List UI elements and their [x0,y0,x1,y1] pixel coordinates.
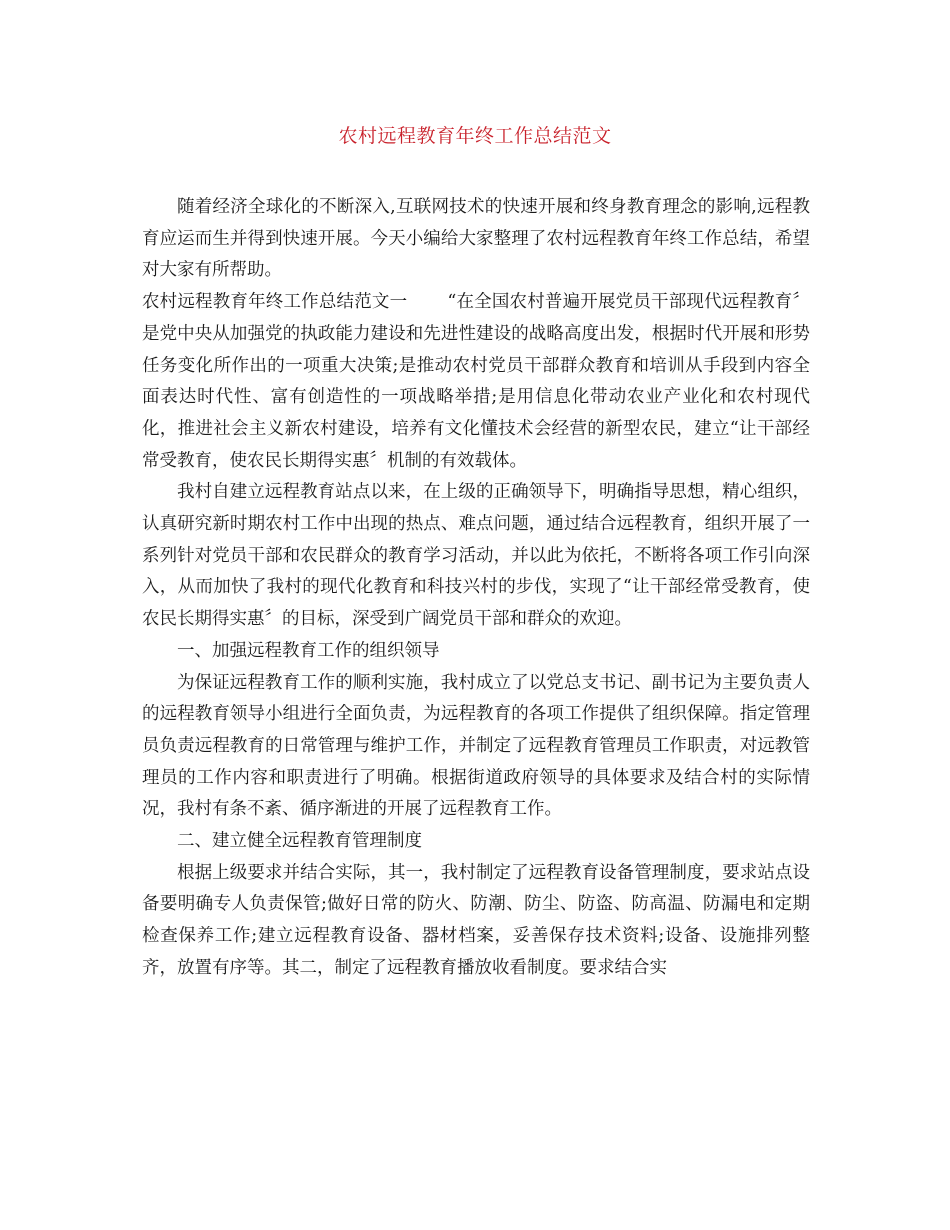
document-body [142,164,810,985]
paragraph-rules: 根据上级要求并结合实际，其一，我村制定了远程教育设备管理制度，要求站点设备要明确专人负责保管;做好日常的防火、防潮、防尘、防盗、防高温、防漏电和定期检查保养工作;建立远程教育设备、器材档案，妥善保存技术资料;设备、设施排列整齐，放置有序等。其二，制定了远程教育播放收看制度。要求结合实 [142,862,810,978]
paragraph-intro: 随着经济全球化的不断深入,互联网技术的快速开展和终身教育理念的影响,远程教育应运而生并得到快速开展。今天小编给大家整理了农村远程教育年终工作总结，希望对大家有所帮助。 [142,197,810,281]
section-heading-1: 一、加强远程教育工作的组织领导 [177,640,440,661]
section-one-text: “在全国农村普遍开展党员干部现代远程教育〞是党中央从加强党的执政能力建设和先进性建设的战略高度出发，根据时代开展和形势任务变化所作出的一项重大决策;是推动农村党员干部群众教育和培训从手段到内容全面表达时代性、富有创造性的一项战略举措;是用信息化带动农业产业化和农村现代化，推进社会主义新农村建设，培养有文化懂技术会经营的新型农民，建立“让干部经常受教育，使农民长期得实惠〞机制的有效载体。 [142,292,810,471]
section-one-lead: 农村远程教育年终工作总结范文一 [142,292,408,313]
section-heading-2: 二、建立健全远程教育管理制度 [177,831,422,852]
paragraph-village: 我村自建立远程教育站点以来，在上级的正确领导下，明确指导思想，精心组织，认真研究新时期农村工作中出现的热点、难点问题，通过结合远程教育，组织开展了一系列针对党员干部和农民群众的教育学习活动，并以此为依托，不断将各项工作引向深入，从而加快了我村的现代化教育和科技兴村的步伐，实现了“让干部经常受教育，使农民长期得实惠〞的目标，深受到广阔党员干部和群众的欢迎。 [142,482,810,630]
document-title: 农村远程教育年终工作总结范文 [338,125,612,147]
paragraph-section-one [142,287,810,477]
paragraph-organization: 为保证远程教育工作的顺利实施，我村成立了以党总支书记、副书记为主要负责人的远程教育领导小组进行全面负责，为远程教育的各项工作提供了组织保障。指定管理员负责远程教育的日常管理与维护工作，并制定了远程教育管理员工作职责，对远教管理员的工作内容和职责进行了明确。根据街道政府领导的具体要求及结合村的实际情况，我村有条不紊、循序渐进的开展了远程教育工作。 [142,672,810,820]
